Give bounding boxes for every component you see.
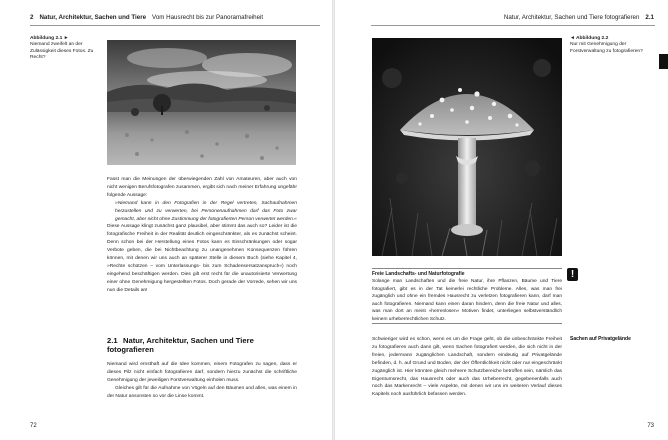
figure-caption-2-1 [30,36,102,62]
page-number-left: 72 [30,423,37,429]
left-page [0,0,333,440]
margin-note: Sachen auf Privatgelände [570,336,631,342]
intro-paragraph-2: Diese Aussage klingt zunächst ganz plausibel, aber stimmt das auch so? Leider ist die fotografische Freiheit in der Realität deutlich eingeschränkter, als es zunächst scheint. Denn schon bei der Herstellung eines Fotos kann es Einschränkungen oder sogar Verbote geben, die bei Nichtbeachtung zu unangenehmen Konsequenzen führen können, mit denen wir uns auch an späterer Stelle in diesem Buch (siehe Kapitel 4, »Rechte schützen – vom Unterlassungs- bis zum Schadensersatzanspruch«) noch eingehend beschäftigen werden. Dies gilt erst recht für die unautorisierte Verwertung einer ohne Genehmigung hergestellten Fotos. Doch gerade der Vorrede, sehen wir uns nun die Details an! [107,224,297,293]
landscape-photo [107,40,296,165]
left-running-header [30,14,263,21]
section-title: Natur, Architektur, Sachen und Tiere fotografieren [107,336,254,354]
figure-caption-2-2 [570,36,650,55]
section-paragraph-2: Gleiches gilt für die Aufnahme von Vögeln auf den Bäumen und alles, was einem in der Natur ansonsten so vor die Linse kommt. [107,385,297,399]
info-box-text: Solange man Landschaften und die freie Natur, ihre Pflanzen, Bäume und Tiere fotografiert, gibt es in der Tat keinerlei rechtliche Probleme. Alles, was man frei zugänglich und ohne ein fremdes Hausrecht zu verletzen fotografieren kann, darf man auch fotografieren. Niemand kann einen daran hindern, denn die freie Natur und alles, was man dort an meist »herrenlosen« Motiven findet, unterliegen selbstverständlich keinem urheberrechtlichen Schutz. [372,279,562,322]
chapter-thumb-tab [659,54,668,69]
header-section-number: 2.1 [645,14,654,21]
mushroom-photo [372,38,562,256]
section-heading [107,336,297,354]
header-rule [30,25,320,26]
section-paragraph-1: Niemand wird ernsthaft auf die Idee kommen, einem Fotografen zu sagen, dass er dieses Pilz nicht einfach fotografieren darf, sondern hierzu zunächst die schriftliche Genehmigung der jeweiligen Forstverwaltung einholen muss. [107,362,297,383]
caption-text-right: Nur mit Genehmigung der Forstverwaltung zu fotografieren? [570,42,643,54]
caption-label: Abbildung 2.1 ► [30,36,69,41]
exclamation-icon: ! [567,268,578,281]
section-text-block [107,361,297,401]
right-text-block [372,336,562,399]
right-paragraph-1: Schwieriger wird es schon, wenn es um die Frage geht, ob die unbeschränkte Freiheit zu fotografieren auch dann gilt, wenn Sachen fotografiert werden, die sich nicht in der freien, jedermann zugänglichen Landschaft, sondern eindeutig auf Privatgelände befinden, d. h. auf Grund und Boden, der der Öffentlichkeit nicht oder nur eingeschränkt zugänglich ist. Hier könnten gleich mehrere Schutzbereiche betroffen sein, nämlich das Eigentumsrecht, das Hausrecht oder auch das Urheberrecht, gegebenenfalls auch noch das Markenrecht – viele Aspekte, mit denen wir uns im weiteren Verlauf dieses Kapitels noch ausführlich befassen werden. [372,337,562,398]
header-section-title: Natur, Architektur, Sachen und Tiere fotografieren [503,14,640,21]
caption-text: Niemand zweifelt an der Zulässigkeit dieses Fotos. Zu Recht? [30,42,94,61]
page-number-right: 73 [647,423,654,429]
header-rule-right [371,25,655,26]
section-number: 2.1 [107,336,118,345]
intro-paragraph-1: Fasst man die Meinungen der überwiegenden Zahl von Amateuren, aber auch von nicht wenigen Berufsfotografen zusammen, ergibt sich nach meiner Erfahrung ungefähr folgende Aussage: [107,177,297,198]
intro-quote: »Niemand kann in den Fotografien in der Regel vertreten, Sachaufnahmen herzustellen und zu verwerten, bei Personenaufnahmen darf das Foto zwar gemacht, aber nicht ohne Zustimmung der fotografierten Person verwertet werden.« [115,200,297,222]
intro-text-block [107,176,297,295]
right-running-header [504,14,654,21]
header-chapter-subtitle: Vom Hausrecht bis zur Panoramafreiheit [152,14,264,21]
right-page [335,0,668,440]
caption-label-right: ◄ Abbildung 2.2 [570,36,609,41]
info-box [372,268,562,324]
header-chapter-number: 2 [30,14,34,21]
info-box-title: Freie Landschafts- und Naturfotografie [372,271,465,277]
header-chapter-title: Natur, Architektur, Sachen und Tiere [39,14,147,21]
